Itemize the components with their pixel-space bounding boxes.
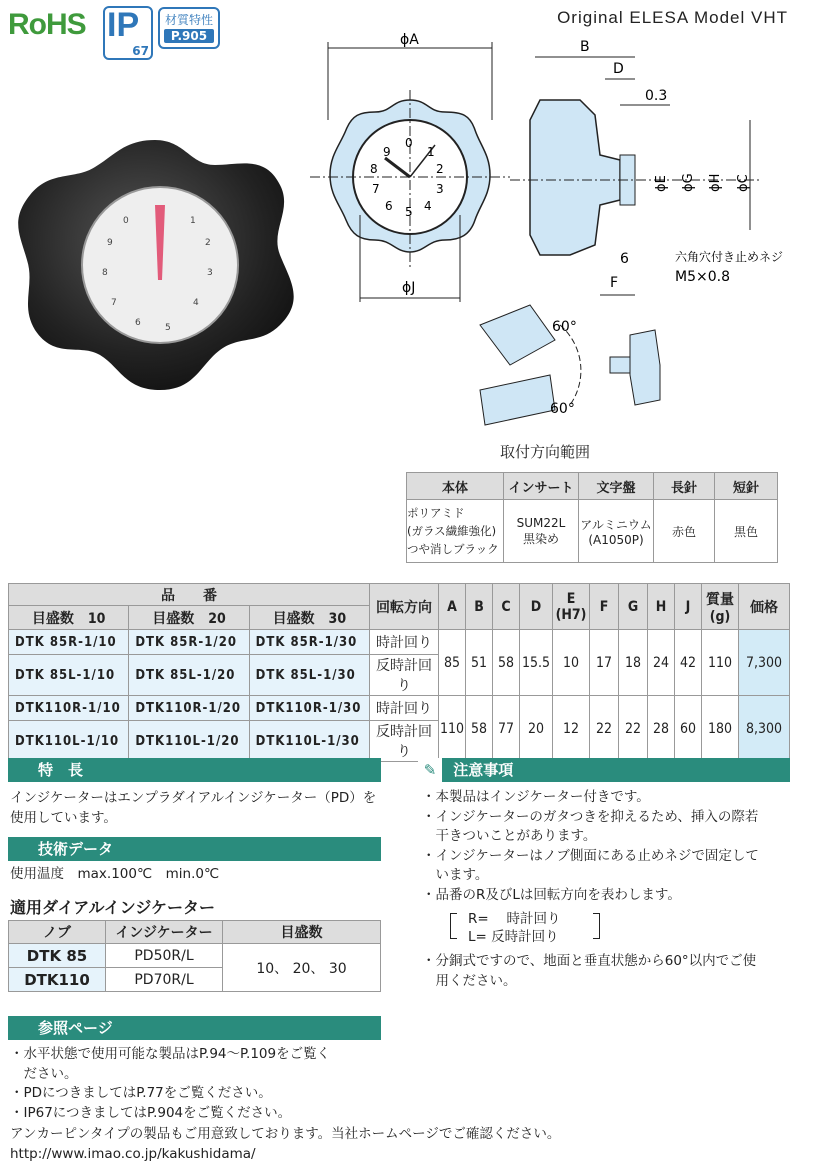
spec-body: ポリアミド (ガラス繊維強化) つや消しブラック	[407, 500, 504, 563]
val-F: 17	[590, 630, 619, 696]
part-number: DTK 85R-1/20	[129, 630, 249, 655]
ip-label: IP	[107, 6, 140, 44]
rotation-header: 回転方向	[370, 584, 439, 630]
val-G: 22	[619, 696, 648, 762]
part-number: DTK110L-1/20	[129, 721, 249, 762]
spec-header: 本体	[407, 473, 504, 500]
mounting-range-caption: 取付方向範囲	[499, 443, 590, 461]
l-label: L= 反時計回り	[468, 929, 559, 945]
features-text: インジケーターはエンプラダイアルインジケーター（PD）を 使用しています。	[10, 790, 377, 826]
material-spec-table	[406, 472, 778, 563]
val-J: 60	[675, 696, 702, 762]
dial-knob: DTK 85	[9, 944, 106, 968]
angle-upper: 60°	[552, 319, 577, 335]
dim-03-label: 0.3	[645, 88, 668, 104]
tilted-knob-upper	[480, 305, 555, 365]
dim-header: H	[648, 584, 675, 630]
front-dial-num: 4	[424, 199, 432, 213]
rotation: 反時計回り	[370, 721, 439, 762]
dim-C-label: ϕC	[736, 174, 751, 192]
front-view-drawing	[310, 30, 510, 310]
dim-J-label: ϕJ	[402, 280, 416, 296]
spec-insert: SUM22L 黒染め	[504, 500, 579, 563]
mounting-angle-drawing	[460, 295, 690, 440]
dim-header: J	[675, 584, 702, 630]
val-A: 85	[439, 630, 466, 696]
dial-grad-values: 10、 20、 30	[223, 944, 381, 992]
rotation: 時計回り	[370, 696, 439, 721]
val-A: 110	[439, 696, 466, 762]
val-J: 42	[675, 630, 702, 696]
dim-F-label: F	[610, 275, 619, 291]
photo-dial-num: 8	[102, 268, 108, 278]
table-row	[9, 630, 790, 655]
setscrew-size: M5×0.8	[675, 269, 730, 285]
part-number: DTK110R-1/10	[9, 696, 129, 721]
list-item: ・品番のR及びLは回転方向を表わします。	[422, 886, 681, 903]
photo-dial-num: 7	[111, 298, 117, 308]
features-title: 特 長	[38, 761, 84, 779]
rotation: 時計回り	[370, 630, 439, 655]
front-dial-num: 1	[427, 145, 435, 159]
list-item: います。	[422, 867, 489, 883]
dim-G-label: ϕG	[681, 173, 696, 192]
dim-B-label: B	[580, 39, 590, 55]
spec-header: 長針	[654, 473, 715, 500]
dim-header: B	[466, 584, 493, 630]
dim-header: F	[590, 584, 619, 630]
photo-dial-num: 1	[190, 216, 196, 226]
r-label: R= 時計回り	[468, 911, 561, 927]
list-item: ださい。	[10, 1065, 78, 1082]
list-item: ・水平状態で使用可能な製品はP.94～P.109をご覧く	[10, 1046, 331, 1062]
val-mass: 180	[702, 696, 739, 762]
dim-A-label: ϕA	[400, 32, 419, 48]
reference-list	[10, 1045, 395, 1123]
val-E: 10	[553, 630, 590, 696]
photo-dial-num: 3	[207, 268, 213, 278]
list-item: ・本製品はインジケーター付きです。	[422, 789, 650, 805]
photo-dial-num: 5	[165, 323, 171, 333]
dim-header: G	[619, 584, 648, 630]
caution-last: ・分銅式ですので、地面と垂直状態から60°以内でご使 用ください。	[422, 953, 757, 989]
features-section-header	[8, 758, 381, 782]
part-number: DTK 85L-1/20	[129, 655, 249, 696]
val-E: 12	[553, 696, 590, 762]
grad30-header: 目盛数 30	[249, 606, 369, 630]
mass-header: 質量 (g)	[702, 584, 739, 630]
front-dial-num: 2	[436, 162, 444, 176]
photo-dial-num: 9	[107, 238, 113, 248]
side-view-drawing	[510, 35, 810, 305]
front-dial-num: 8	[370, 162, 378, 176]
dial-header-knob: ノブ	[9, 921, 106, 944]
price-header: 価格	[739, 584, 790, 630]
reference-title: 参照ページ	[38, 1019, 113, 1037]
photo-dial-num: 2	[205, 238, 211, 248]
homepage-link[interactable]: http://www.imao.co.jp/kakushidama/	[10, 1146, 256, 1162]
part-number: DTK110L-1/10	[9, 721, 129, 762]
tilted-knob-lower	[480, 375, 555, 425]
knob-photo	[15, 135, 300, 395]
caution-list	[422, 788, 794, 905]
spec-header: インサート	[504, 473, 579, 500]
photo-dial-num: 4	[193, 298, 199, 308]
dial-header-indicator: インジケーター	[106, 921, 223, 944]
techdata-section-header	[8, 837, 381, 861]
part-number: DTK110L-1/30	[249, 721, 369, 762]
dial-knob: DTK110	[9, 968, 106, 992]
front-dial-num: 5	[405, 205, 413, 219]
grad20-header: 目盛数 20	[129, 606, 249, 630]
part-number: DTK110R-1/30	[249, 696, 369, 721]
ip67-badge	[103, 6, 153, 60]
val-B: 51	[466, 630, 493, 696]
dim-D-label: D	[613, 61, 624, 77]
val-H: 24	[648, 630, 675, 696]
techdata-title: 技術データ	[38, 840, 114, 858]
reference-section-header	[8, 1016, 381, 1040]
spec-header: 短針	[715, 473, 778, 500]
rohs-logo: RoHS	[8, 8, 86, 41]
model-title: Original ELESA Model VHT	[557, 8, 788, 27]
val-price: 7,300	[739, 630, 790, 696]
list-item: ・IP67につきましてはP.904をご覧ください。	[10, 1104, 292, 1121]
val-D: 15.5	[520, 630, 553, 696]
front-dial-num: 9	[383, 145, 391, 159]
material-badge[interactable]	[158, 7, 220, 49]
val-C: 77	[493, 696, 520, 762]
dim-H-label: ϕH	[708, 173, 723, 192]
rotation-legend	[450, 907, 600, 945]
table-row	[9, 696, 790, 721]
angle-lower: 60°	[550, 401, 575, 417]
photo-dial-num: 6	[135, 318, 141, 328]
product-table	[8, 583, 790, 762]
photo-dial-num: 0	[123, 216, 129, 226]
dial-indicator: PD70R/L	[106, 968, 223, 992]
val-G: 18	[619, 630, 648, 696]
setscrew-label: 六角穴付き止めネジ	[675, 250, 784, 264]
spec-short-hand: 黒色	[715, 500, 778, 563]
caution-title: 注意事項	[453, 761, 514, 779]
wrench-icon: ✎	[418, 758, 442, 782]
anchor-note: アンカーピンタイプの製品もご用意致しております。当社ホームページでご確認ください。	[10, 1126, 561, 1142]
list-item: ・インジケーターはノブ側面にある止めネジで固定して	[422, 847, 759, 864]
val-D: 20	[520, 696, 553, 762]
ip-number: 67	[132, 44, 149, 58]
val-C: 58	[493, 630, 520, 696]
material-label: 材質特性	[164, 13, 213, 27]
part-number: DTK 85R-1/10	[9, 630, 129, 655]
dim-E-label: ϕE	[654, 175, 669, 192]
dial-header-grad: 目盛数	[223, 921, 381, 944]
dial-section-title: 適用ダイアルインジケーター	[10, 898, 216, 917]
val-price: 8,300	[739, 696, 790, 762]
spec-dial: アルミニウム (A1050P)	[579, 500, 654, 563]
list-item: ・インジケーターのガタつきを抑えるため、挿入の際若	[422, 808, 759, 825]
caution-section-header	[418, 758, 790, 782]
techdata-text: 使用温度 max.100℃ min.0℃	[10, 866, 220, 882]
spec-header: 文字盤	[579, 473, 654, 500]
dim-header: A	[439, 584, 466, 630]
dim-6-label: 6	[620, 251, 629, 267]
val-B: 58	[466, 696, 493, 762]
dim-header-E: E (H7)	[553, 584, 590, 630]
val-H: 28	[648, 696, 675, 762]
dim-header: C	[493, 584, 520, 630]
part-header: 品 番	[9, 584, 370, 606]
part-number: DTK 85L-1/10	[9, 655, 129, 696]
list-item: ・PDにつきましてはP.77をご覧ください。	[10, 1085, 272, 1101]
part-number: DTK 85R-1/30	[249, 630, 369, 655]
part-number: DTK 85L-1/30	[249, 655, 369, 696]
spec-long-hand: 赤色	[654, 500, 715, 563]
part-number: DTK110R-1/20	[129, 696, 249, 721]
val-F: 22	[590, 696, 619, 762]
front-dial-num: 0	[405, 136, 413, 150]
rotation: 反時計回り	[370, 655, 439, 696]
grad10-header: 目盛数 10	[9, 606, 129, 630]
side-knob-small	[630, 330, 660, 405]
list-item: 干きついことがあります。	[422, 828, 597, 844]
dial-indicator: PD50R/L	[106, 944, 223, 968]
val-mass: 110	[702, 630, 739, 696]
front-dial-num: 6	[385, 199, 393, 213]
front-dial-num: 7	[372, 182, 380, 196]
dial-table	[8, 920, 381, 992]
dim-header: D	[520, 584, 553, 630]
front-dial-num: 3	[436, 182, 444, 196]
side-knob-body	[530, 100, 620, 255]
material-page: P.905	[164, 29, 214, 43]
